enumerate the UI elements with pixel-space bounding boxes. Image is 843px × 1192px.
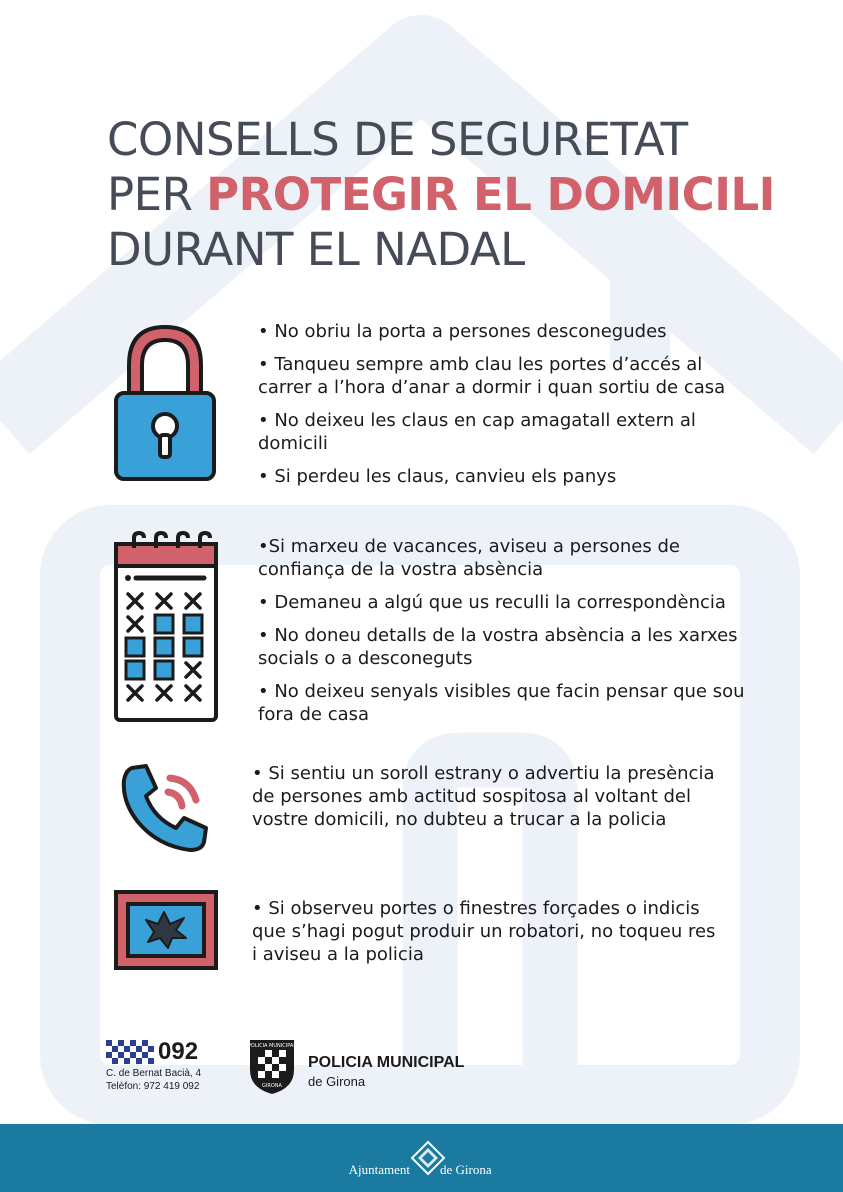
tip-item: •Si marxeu de vacances, aviseu a persones de confiança de la vostra absència [258, 536, 680, 580]
police-logo-block [244, 1036, 484, 1096]
tip-item: • Si observeu portes o finestres forçades o indicis que s’hagi pogut produir un robatori, no toqueu res i aviseu a la policia [252, 898, 716, 965]
calendar-day-marked [126, 661, 144, 679]
checkered-logo-icon [106, 1040, 158, 1064]
calendar-day-marked [155, 661, 173, 679]
tip-item: • Tanqueu sempre amb clau les portes d’accés al carrer a l’hora d’anar a dormir i quan sortiu de casa [258, 354, 726, 398]
council-name-right: de Girona [440, 1162, 492, 1177]
address-text: C. de Bernat Bacià, 4 [106, 1068, 202, 1079]
title-line-1: CONSELLS DE SEGURETAT [107, 113, 688, 166]
police-badge-icon [244, 1036, 300, 1096]
title-line-3: DURANT EL NADAL [107, 223, 525, 276]
page-title [107, 112, 775, 277]
calendar-day-marked [155, 638, 173, 656]
police-city: de Girona [308, 1074, 366, 1089]
title-line-2-highlight: PROTEGIR EL DOMICILI [206, 168, 775, 221]
section-lock-tips [258, 320, 738, 498]
phone-icon [118, 762, 214, 854]
badge-top-text: POLICIA MUNICIPAL [247, 1043, 297, 1049]
council-footer-bar [0, 1124, 843, 1192]
calendar-day-marked [184, 615, 202, 633]
tip-item: • No deixeu senyals visibles que facin pensar que sou fora de casa [258, 681, 745, 725]
phone-text: Telèfon: 972 419 092 [106, 1081, 200, 1092]
section-burglary-tips [252, 897, 722, 976]
tip-item: • No obriu la porta a persones desconegudes [258, 321, 667, 342]
broken-window-icon [114, 890, 218, 970]
emergency-number: 092 [158, 1038, 199, 1065]
council-name-left: Ajuntament [348, 1162, 410, 1177]
badge-bottom-text: GIRONA [262, 1083, 282, 1089]
police-name: POLICIA MUNICIPAL [308, 1054, 465, 1071]
calendar-day-marked [155, 615, 173, 633]
tip-item: • Demaneu a algú que us reculli la correspondència [258, 592, 726, 613]
tip-item: • Si sentiu un soroll estrany o advertiu la presència de persones amb actitud sospitosa al voltant del vostre domicili, no dubteu a trucar a la policia [252, 763, 715, 830]
calendar-day-marked [184, 638, 202, 656]
section-phone-tips [252, 762, 722, 841]
title-line-2-prefix: PER [107, 168, 207, 221]
tip-item: • No deixeu les claus en cap amagatall extern al domicili [258, 410, 696, 454]
padlock-icon [112, 323, 218, 483]
calendar-icon [112, 530, 220, 724]
calendar-day-marked [126, 638, 144, 656]
section-holiday-tips [258, 535, 748, 736]
tip-item: • Si perdeu les claus, canvieu els panys [258, 466, 617, 487]
tip-item: • No doneu detalls de la vostra absència a les xarxes socials o a desconeguts [258, 625, 738, 669]
